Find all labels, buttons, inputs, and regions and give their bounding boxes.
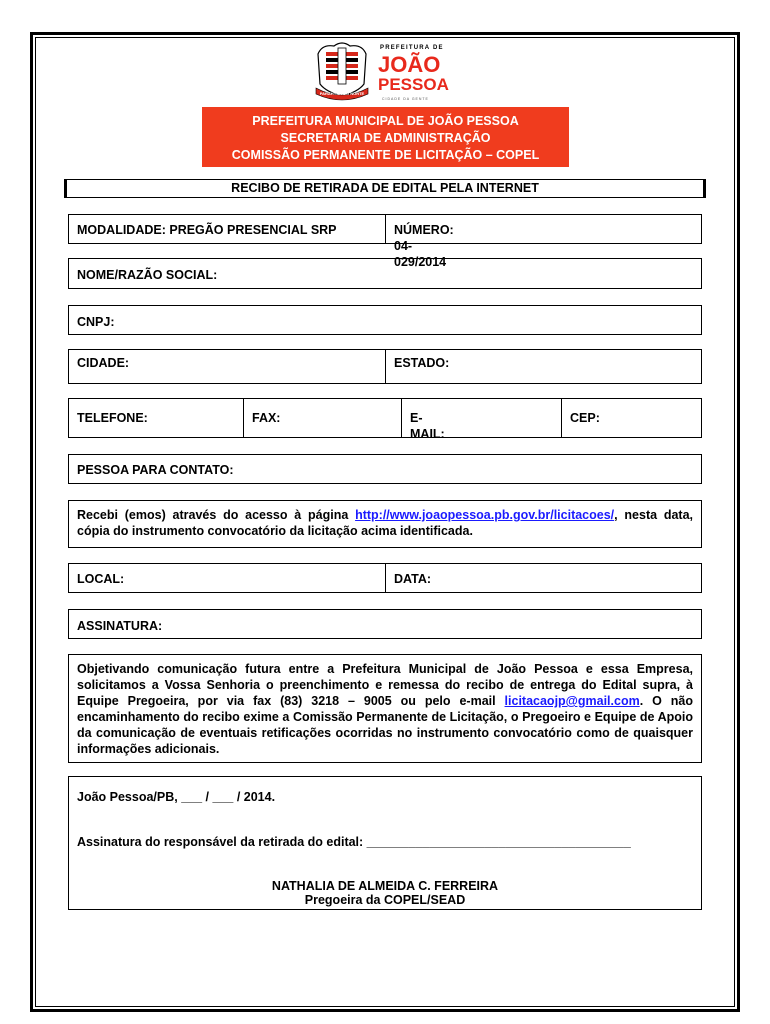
receipt-text-after: , nesta data, cópia do instrumento convocatório da licitação acima identificada. — [77, 508, 694, 538]
cep-label: CEP: — [570, 411, 600, 425]
email-cell[interactable] — [401, 399, 445, 441]
email-label: E-MAIL: — [410, 411, 445, 441]
estado-label: ESTADO: — [394, 356, 450, 370]
fax-cell[interactable] — [243, 399, 281, 437]
logo-city-line2: PESSOA — [378, 75, 449, 94]
header-line-2: SECRETARIA DE ADMINISTRAÇÃO — [280, 131, 491, 145]
assinatura-field[interactable] — [68, 609, 702, 639]
numero-label: NÚMERO: 04-029/2014 — [394, 223, 454, 269]
cnpj-field[interactable] — [68, 305, 702, 335]
local-data-row — [68, 563, 702, 593]
notice-paragraph — [68, 654, 702, 763]
logo-tagline: CIDADE DA GENTE — [382, 97, 429, 101]
contact-info-row — [68, 398, 702, 441]
signature-box — [68, 776, 702, 910]
cidade-estado-row — [68, 349, 702, 384]
prefeitura-logo — [312, 40, 462, 104]
contato-label: PESSOA PARA CONTATO: — [77, 463, 234, 477]
cidade-label: CIDADE: — [77, 356, 130, 370]
logo-city-line1: JOÃO — [378, 52, 441, 77]
header-line-1: PREFEITURA MUNICIPAL DE JOÃO PESSOA — [252, 114, 519, 128]
signer-name: NATHALIA DE ALMEIDA C. FERREIRA — [271, 879, 499, 893]
document-title: RECIBO DE RETIRADA DE EDITAL PELA INTERNET — [64, 179, 706, 198]
fax-label: FAX: — [252, 411, 281, 425]
nome-field[interactable] — [68, 258, 702, 289]
header-line-3: COMISSÃO PERMANENTE DE LICITAÇÃO – COPEL — [231, 148, 540, 162]
email-link[interactable]: licitacaojp@gmail.com — [504, 694, 640, 708]
data-label: DATA: — [394, 572, 432, 586]
local-label: LOCAL: — [77, 572, 125, 586]
cnpj-label: CNPJ: — [77, 315, 115, 329]
signer-role: Pregoeira da COPEL/SEAD — [304, 893, 466, 907]
modalidade-row — [68, 214, 702, 269]
notice-text-before: Objetivando comunicação futura entre a Prefeitura Municipal de João Pessoa e essa Empresa, solicitamos a Vossa Senhoria o preenchimento e remessa do recibo de entrega do Edital supra, à Equipe Pregoeira, por via fax (83) 3218 – 9005 ou pelo e-mail — [77, 662, 693, 708]
numero-cell — [385, 215, 454, 269]
contato-field[interactable] — [68, 454, 702, 484]
data-cell[interactable] — [385, 564, 432, 592]
receipt-text-before: Recebi (emos) através do acesso à página — [77, 508, 356, 522]
nome-label: NOME/RAZÃO SOCIAL: — [77, 268, 218, 282]
header-box — [202, 107, 569, 167]
estado-cell[interactable] — [385, 350, 450, 383]
date-line: João Pessoa/PB, ___ / ___ / 2014. — [77, 790, 276, 804]
logo-prefix: PREFEITURA DE — [380, 45, 444, 51]
cep-cell[interactable] — [561, 399, 600, 437]
notice-text-after: . O não encaminhamento do recibo exime a Comissão Permanente de Licitação, o Pregoeiro e Equipe de Apoio da comunicação de eventuais retificações ocorridas no instrumento convocatório como de quaisquer informações adicionais. — [77, 694, 693, 756]
responsible-signature-line: Assinatura do responsável da retirada do edital: ______________________________________ — [77, 835, 631, 849]
licitacoes-link[interactable]: http://www.joaopessoa.pb.gov.br/licitacoes/ — [355, 508, 615, 522]
seal-text: PARAHYBA DO NORTE — [319, 91, 365, 96]
modalidade-label: MODALIDADE: PREGÃO PRESENCIAL SRP — [77, 223, 337, 237]
assinatura-label: ASSINATURA: — [77, 619, 163, 633]
receipt-statement — [68, 500, 702, 548]
telefone-label: TELEFONE: — [77, 411, 148, 425]
